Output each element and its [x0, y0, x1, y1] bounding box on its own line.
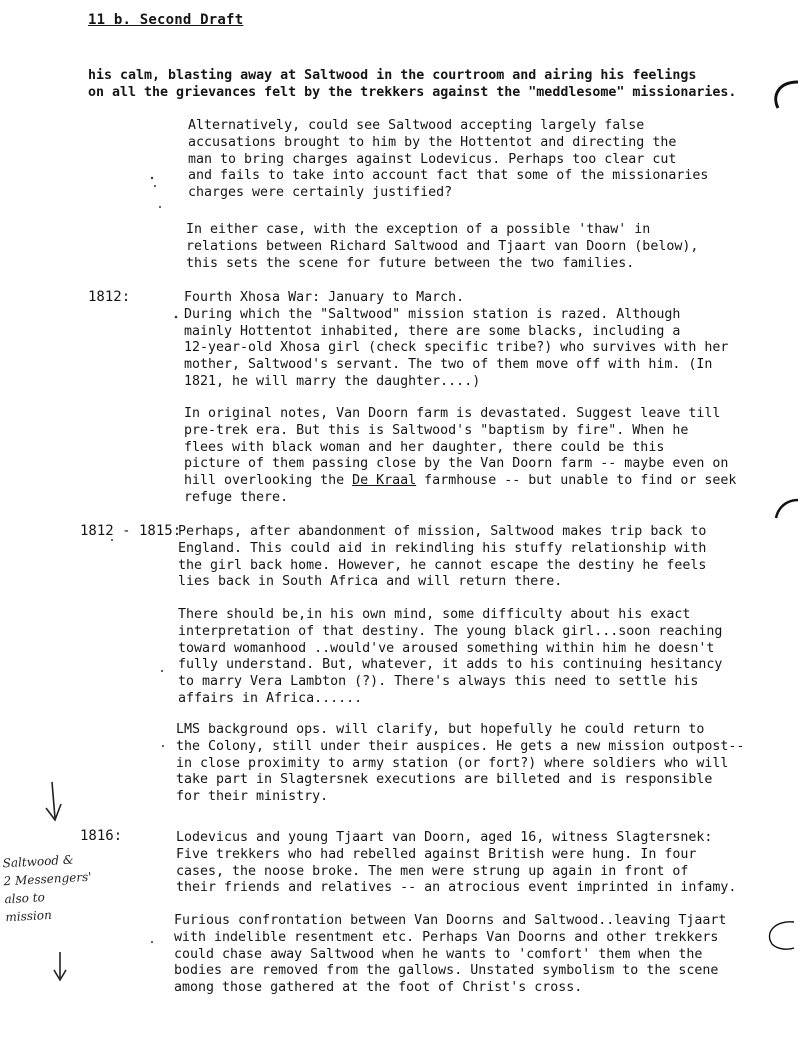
text-line: their friends and relatives -- an atrocious event imprinted in infamy.	[176, 880, 737, 896]
text-fragment: hill overlooking the	[184, 473, 353, 489]
text-line: man to bring charges against Lodevicus. Perhaps too clear cut	[188, 151, 677, 167]
text-line: take part in Slagtersnek executions are billeted and is responsible	[176, 772, 713, 788]
text-line: England. This could aid in rekindling his stuffy relationship with	[178, 540, 707, 556]
text-line: and fails to take into account fact that some of the missionaries	[188, 168, 709, 184]
text-line: 12-year-old Xhosa girl (check specific tribe?) who survives with her	[184, 340, 729, 356]
text-line: bodies are removed from the gallows. Unstated symbolism to the scene	[174, 963, 719, 979]
text-line: with indelible resentment etc. Perhaps Van Doorns and other trekkers	[174, 929, 719, 945]
text-line: the girl back home. However, he cannot escape the destiny he feels	[178, 557, 707, 573]
text-line: cases, the noose broke. The men were strung up again in front of	[176, 863, 689, 879]
margin-note-line: Saltwood &	[2, 852, 74, 871]
text-line: In original notes, Van Doorn farm is devastated. Suggest leave till	[184, 406, 721, 421]
text-line: Fourth Xhosa War: January to March.	[184, 290, 465, 305]
text-line: fully understand. But, whatever, it adds to his continuing hesitancy	[178, 657, 723, 673]
text-line: charges were certainly justified?	[188, 185, 453, 201]
text-line: for their ministry.	[176, 789, 329, 805]
text-line: picture of them passing close by the Van Doorn farm -- maybe even on	[184, 456, 729, 472]
text-line: in close proximity to army station (or fort?) where soldiers who will	[176, 755, 729, 771]
margin-note-line: mission	[5, 907, 53, 925]
text-line: among those gathered at the foot of Christ's cross.	[174, 980, 583, 996]
text-fragment: farmhouse -- but unable to find or seek	[416, 473, 737, 489]
text-line: toward womanhood ..would've aroused something within him he doesn't	[178, 640, 715, 656]
text-line: to marry Vera Lambton (?). There's always this need to settle his	[178, 674, 699, 690]
page-header: 11 b. Second Draft	[88, 12, 244, 28]
date-1816: 1816:	[80, 828, 123, 844]
text-line: Lodevicus and young Tjaart van Doorn, aged 16, witness Slagtersnek:	[176, 830, 713, 845]
text-line: LMS background ops. will clarify, but hopefully he could return to	[176, 722, 705, 737]
text-line: pre-trek era. But this is Saltwood's "baptism by fire". When he	[184, 422, 689, 438]
text-line: relations between Richard Saltwood and Tjaart van Doorn (below),	[186, 238, 699, 254]
text-line: the Colony, still under their auspices. He gets a new mission outpost--	[176, 738, 745, 754]
text-line: this sets the scene for future between the two families.	[186, 255, 635, 271]
text-line: mainly Hottentot inhabited, there are some blacks, including a	[184, 323, 681, 339]
text-line: mother, Saltwood's servant. The two of them move off with him. (In	[184, 357, 713, 373]
intro-line: his calm, blasting away at Saltwood in the courtroom and airing his feelings	[88, 68, 697, 83]
intro-line: on all the grievances felt by the trekkers against the "meddlesome" missionaries.	[88, 84, 737, 100]
text-line: During which the "Saltwood" mission station is razed. Although	[184, 306, 681, 322]
text-line: refuge there.	[184, 489, 289, 505]
text-line: There should be,in his own mind, some difficulty about his exact	[178, 607, 691, 622]
date-1812: 1812:	[88, 289, 131, 305]
text-line: flees with black woman and her daughter, there could be this	[184, 439, 665, 455]
text-line: interpretation of that destiny. The young black girl...soon reaching	[178, 623, 723, 639]
text-line: Perhaps, after abandonment of mission, Saltwood makes trip back to	[178, 524, 707, 539]
margin-note-line: 2 Messengers'	[3, 869, 92, 889]
place-name-de-kraal: De Kraal	[352, 473, 417, 489]
margin-note-line: also to	[4, 890, 46, 907]
text-line: affairs in Africa......	[178, 690, 363, 706]
text-line: In either case, with the exception of a possible 'thaw' in	[186, 222, 651, 237]
text-line: accusations brought to him by the Hottentot and directing the	[188, 134, 677, 150]
text-line: 1821, he will marry the daughter....)	[184, 373, 481, 389]
text-line: lies back in South Africa and will return there.	[178, 574, 563, 590]
text-line: Five trekkers who had rebelled against British were hung. In four	[176, 846, 697, 862]
text-line: could chase away Saltwood when he wants to 'comfort' them when the	[174, 946, 703, 962]
text-line: Furious confrontation between Van Doorns and Saltwood..leaving Tjaart	[174, 913, 727, 928]
text-line: Alternatively, could see Saltwood accepting largely false	[188, 118, 645, 133]
date-1812-1815: 1812 - 1815:	[80, 523, 182, 539]
